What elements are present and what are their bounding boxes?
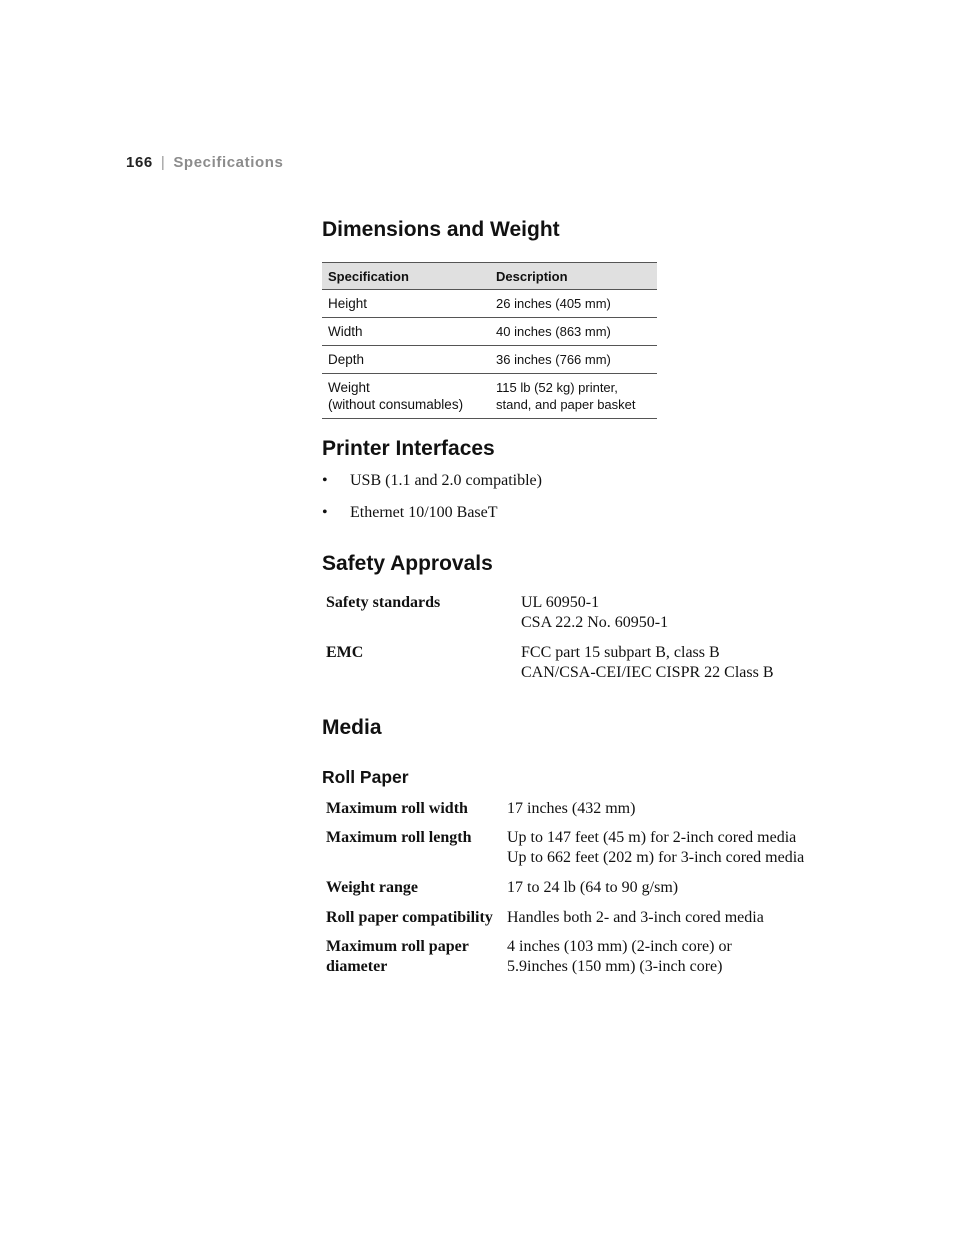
spec-label-line2: (without consumables) (328, 397, 464, 412)
table-header-row (322, 263, 657, 290)
safety-label: Safety standards (326, 594, 441, 611)
roll-paper-label-line2: diameter (326, 958, 388, 975)
spec-cell (322, 318, 490, 346)
desc-cell (490, 290, 657, 318)
roll-paper-value-line1: Up to 147 feet (45 m) for 2-inch cored media (507, 829, 797, 846)
desc-value: 115 lb (52 kg) printer, (496, 380, 618, 395)
safety-value-line1: UL 60950-1 (521, 594, 600, 611)
bullet-icon: • (322, 504, 328, 521)
list-item (322, 502, 542, 534)
desc-value: 36 inches (766 mm) (496, 352, 611, 367)
desc-cell (490, 318, 657, 346)
list-item-text: Ethernet 10/100 BaseT (350, 504, 498, 521)
column-header-description: Description (490, 263, 657, 290)
section-name: Specifications (173, 154, 284, 171)
roll-paper-value: 17 inches (432 mm) (507, 800, 636, 817)
desc-value: 26 inches (405 mm) (496, 296, 611, 311)
roll-paper-heading: Roll Paper (322, 767, 409, 787)
interfaces-heading: Printer Interfaces (322, 437, 495, 460)
spec-label: Weight (328, 380, 370, 395)
safety-heading: Safety Approvals (322, 552, 493, 575)
interfaces-list (322, 470, 542, 534)
roll-paper-value: 17 to 24 lb (64 to 90 g/sm) (507, 879, 679, 896)
column-header-specification: Specification (322, 263, 490, 290)
spec-cell (322, 374, 490, 419)
dimensions-table (322, 262, 657, 419)
dimensions-heading: Dimensions and Weight (322, 218, 560, 241)
safety-value (521, 643, 773, 683)
spec-label: Width (328, 324, 363, 339)
desc-value: 40 inches (863 mm) (496, 324, 611, 339)
roll-paper-value: Handles both 2- and 3-inch cored media (507, 909, 764, 926)
safety-value-line2: CSA 22.2 No. 60950-1 (521, 614, 669, 631)
safety-label: EMC (326, 644, 364, 661)
desc-cell (490, 374, 657, 419)
roll-paper-label: Maximum roll length (326, 829, 472, 846)
table-row (322, 318, 657, 346)
header-separator: | (160, 154, 166, 171)
roll-paper-value-line2: Up to 662 feet (202 m) for 3-inch cored media (507, 849, 805, 866)
list-item-text: USB (1.1 and 2.0 compatible) (350, 472, 542, 489)
roll-paper-value (507, 828, 804, 868)
table-row (322, 290, 657, 318)
safety-value-line1: FCC part 15 subpart B, class B (521, 644, 720, 661)
desc-cell (490, 346, 657, 374)
roll-paper-label (326, 937, 469, 977)
safety-value-line2: CAN/CSA-CEI/IEC CISPR 22 Class B (521, 664, 774, 681)
list-item (322, 470, 542, 502)
roll-paper-value (507, 937, 732, 977)
roll-paper-label: Weight range (326, 879, 418, 896)
spec-cell (322, 290, 490, 318)
roll-paper-value-line2: 5.9inches (150 mm) (3-inch core) (507, 958, 723, 975)
table-row (322, 346, 657, 374)
spec-label: Depth (328, 352, 365, 367)
spec-label: Height (328, 296, 368, 311)
spec-cell (322, 346, 490, 374)
roll-paper-value-line1: 4 inches (103 mm) (2-inch core) or (507, 938, 732, 955)
roll-paper-label: Maximum roll width (326, 800, 468, 817)
safety-value (521, 593, 668, 633)
table-row (322, 374, 657, 419)
running-header (126, 154, 283, 171)
media-heading: Media (322, 716, 382, 739)
roll-paper-label: Roll paper compatibility (326, 909, 493, 926)
bullet-icon: • (322, 472, 328, 489)
desc-value-line2: stand, and paper basket (496, 397, 636, 412)
roll-paper-label-line1: Maximum roll paper (326, 938, 469, 955)
page-number: 166 (126, 154, 153, 171)
